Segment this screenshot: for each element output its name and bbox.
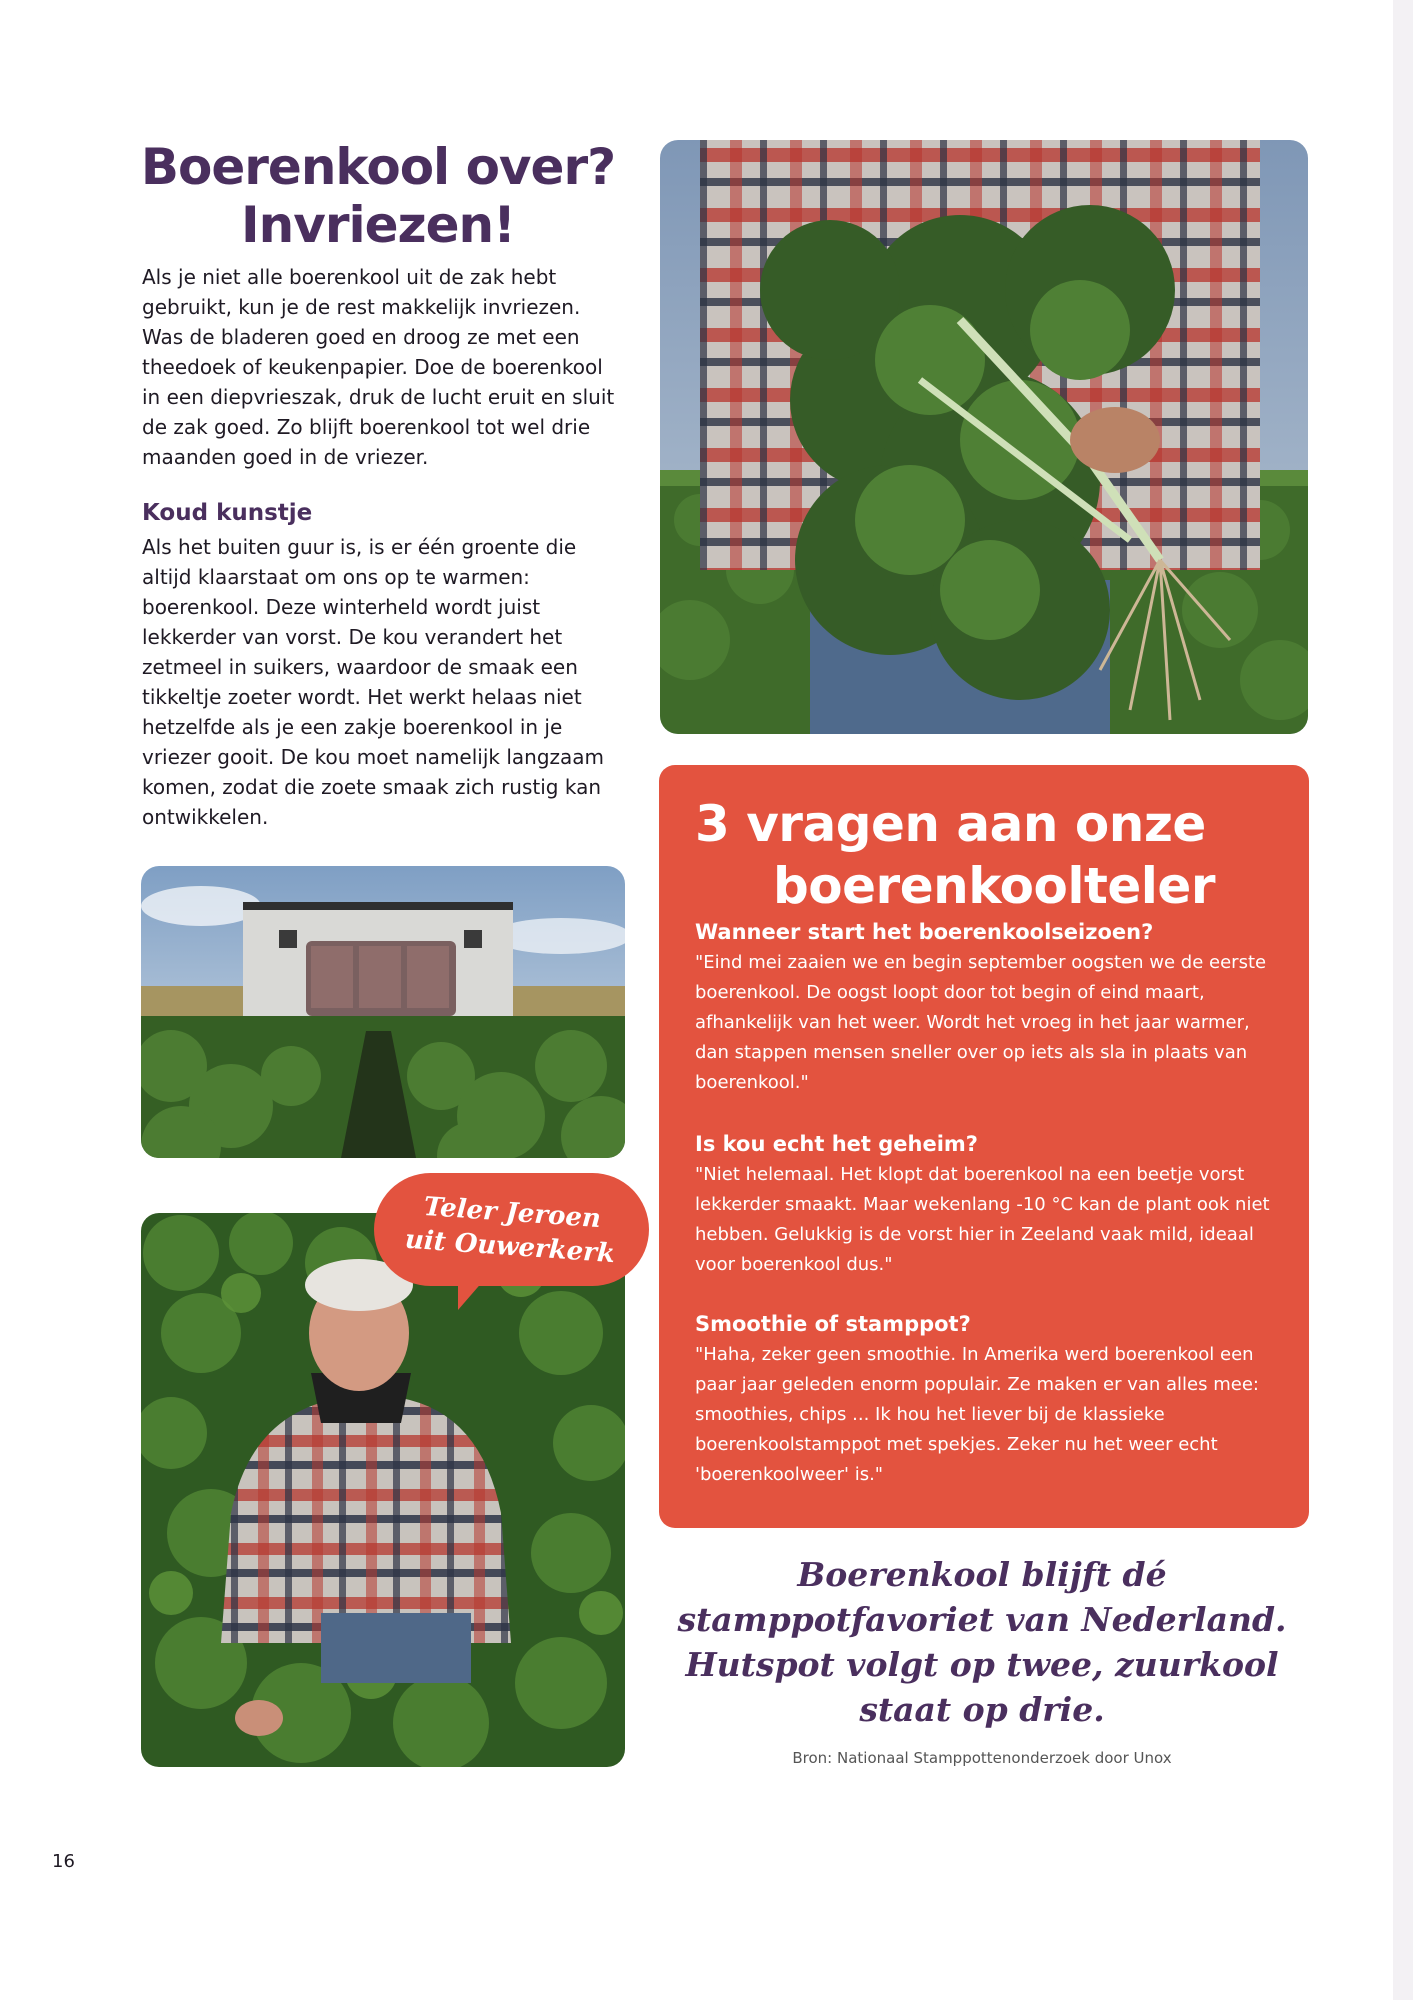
interview-item [695,918,1285,1098]
speech-bubble [374,1173,649,1286]
article-title-line2: Invriezen! [241,196,515,254]
article-title [138,138,618,254]
interview-title-line1: 3 vragen aan onze [695,795,1206,853]
page-edge [1393,0,1413,2000]
interview-answer: "Haha, zeker geen smoothie. In Amerika werd boerenkool een paar jaar geleden enorm populair. Ze maken er van alles mee: smoothies, chips ... Ik hou het liever bij de klassieke boerenkoolstamppot met spekjes. Zeker nu het weer echt 'boerenkoolweer' is." [695,1344,1259,1485]
farmer-portrait-photo [141,1213,625,1767]
interview-answer: "Eind mei zaaien we en begin september oogsten we de eerste boerenkool. De oogst loopt door tot begin of eind maart, afhankelijk van het weer. Wordt het vroeg in het jaar warmer, dan stappen mensen sneller over op iets als sla in plaats van boerenkool." [695,952,1267,1093]
interview-question: Smoothie of stamppot? [695,1312,971,1336]
interview-item [695,1310,1285,1490]
kale-harvest-photo [660,140,1308,734]
pull-quote: Boerenkool blijft dé stamppotfavoriet van Nederland. Hutspot volgt op twee, zuurkool staat op drie. [677,1555,1287,1729]
section-heading: Koud kunstje [142,500,313,526]
article-title-line1: Boerenkool over? [140,138,616,196]
interview-answer: "Niet helemaal. Het klopt dat boerenkool na een beetje vorst lekkerder smaakt. Maar wekenlang -10 °C kan de plant ook niet hebben. Gelukkig is de vorst hier in Zeeland vaak mild, ideaal voor boerenkool dus." [695,1164,1270,1275]
interview-title-line2: boerenkoolteler [773,857,1215,915]
bubble-text: Teler Jeroen uit Ouwerkerk [404,1191,617,1269]
harvester-field-photo [141,866,625,1158]
interview-question: Is kou echt het geheim? [695,1132,978,1156]
interview-title [695,793,1295,917]
intro-paragraph: Als je niet alle boerenkool uit de zak hebt gebruikt, kun je de rest makkelijk invriezen. Was de bladeren goed en droog ze met een theedoek of keukenpapier. Doe de boerenkool in een diepvrieszak, druk de lucht eruit en sluit de zak goed. Zo blijft boerenkool tot wel drie maanden goed in de vriezer. [142,265,615,469]
interview-box [659,765,1309,1528]
interview-item [695,1130,1285,1280]
page-number: 16 [52,1851,75,1872]
interview-question: Wanneer start het boerenkoolseizoen? [695,920,1154,944]
body-paragraph: Als het buiten guur is, is er één groente die altijd klaarstaat om ons op te warmen: boerenkool. Deze winterheld wordt juist lekkerder van vorst. De kou verandert het zetmeel in suikers, waardoor de smaak een tikkeltje zoeter wordt. Het werkt helaas niet hetzelfde als je een zakje boerenkool in je vriezer gooit. De kou moet namelijk langzaam komen, zodat die zoete smaak zich rustig kan ontwikkelen. [142,535,605,829]
quote-source: Bron: Nationaal Stamppottenonderzoek door Unox [792,1749,1172,1767]
